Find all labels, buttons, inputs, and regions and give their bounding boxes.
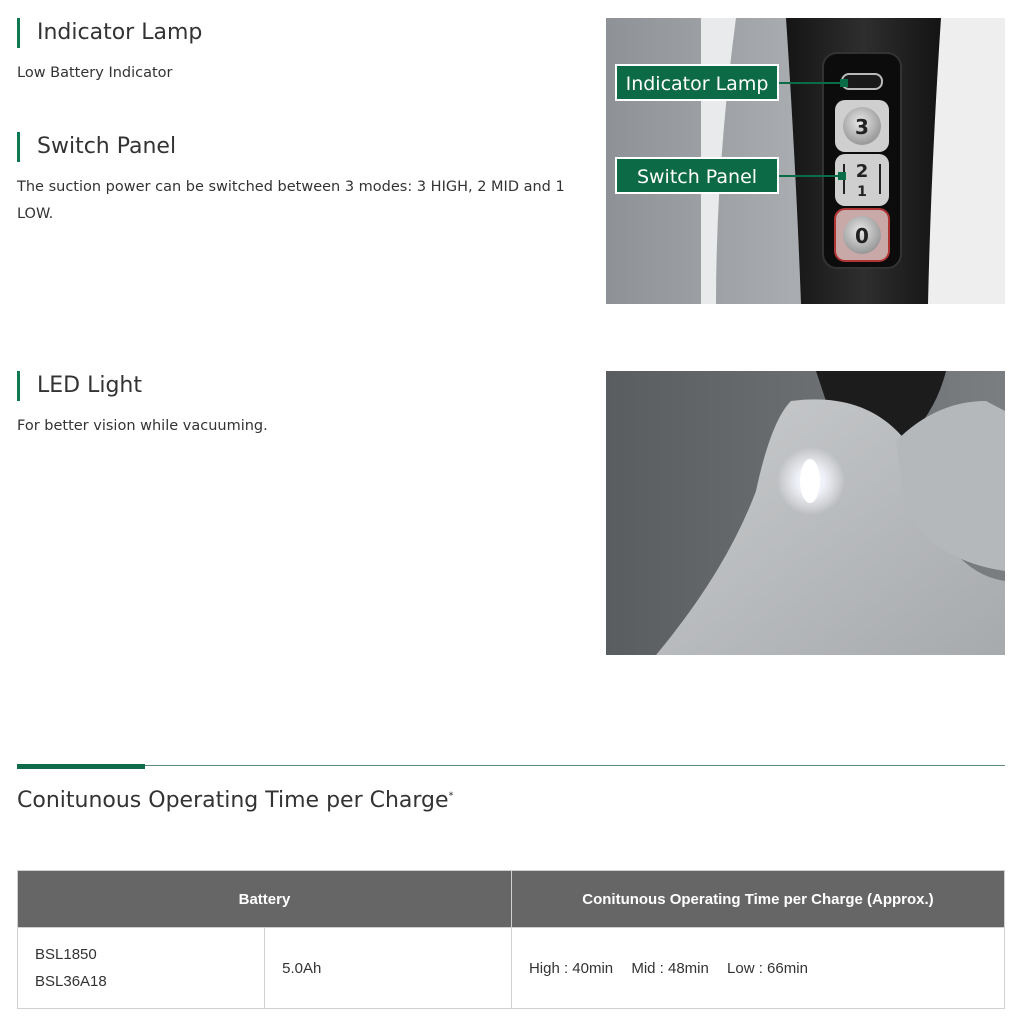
feature-title: LED Light xyxy=(17,371,577,401)
battery-model: BSL36A18 xyxy=(35,973,107,990)
battery-model: BSL1850 xyxy=(35,946,97,963)
callout-indicator-lamp: Indicator Lamp xyxy=(625,73,769,95)
table-header-row xyxy=(18,871,1005,928)
button-mode-sub-label: 1 xyxy=(857,184,867,200)
operating-time-table xyxy=(17,870,1005,1009)
time-low: Low : 66min xyxy=(727,959,808,977)
button-high-label: 3 xyxy=(855,115,869,139)
battery-models-cell xyxy=(18,928,265,1009)
feature-description: The suction power can be switched between 3 modes: 3 HIGH, 2 MID and 1 LOW. xyxy=(17,179,565,222)
section-title-text: Conitunous Operating Time per Charge xyxy=(17,788,449,813)
battery-capacity-cell: 5.0Ah xyxy=(265,928,512,1009)
section-divider-accent xyxy=(17,764,145,769)
section-title xyxy=(17,788,454,813)
header-battery: Battery xyxy=(18,871,512,928)
button-off-label: 0 xyxy=(855,224,869,248)
callout-switch-panel: Switch Panel xyxy=(636,166,758,188)
table-row xyxy=(18,928,1005,1009)
feature-description: For better vision while vacuuming. xyxy=(17,418,268,434)
feature-description: Low Battery Indicator xyxy=(17,65,173,81)
led-light-image xyxy=(606,371,1005,655)
switch-panel-image xyxy=(606,18,1005,304)
button-mode-label: 2 xyxy=(855,161,869,182)
feature-led-light xyxy=(17,371,577,440)
feature-title: Switch Panel xyxy=(17,132,577,162)
operating-time-cell xyxy=(511,928,1004,1009)
section-divider xyxy=(17,765,1005,766)
feature-title: Indicator Lamp xyxy=(17,18,577,48)
time-high: High : 40min xyxy=(528,959,614,977)
feature-switch-panel xyxy=(17,132,577,228)
feature-indicator-lamp xyxy=(17,18,577,87)
header-operating-time: Conitunous Operating Time per Charge (Approx.) xyxy=(511,871,1004,928)
footnote-mark: * xyxy=(448,790,454,802)
time-mid: Mid : 48min xyxy=(631,959,709,977)
